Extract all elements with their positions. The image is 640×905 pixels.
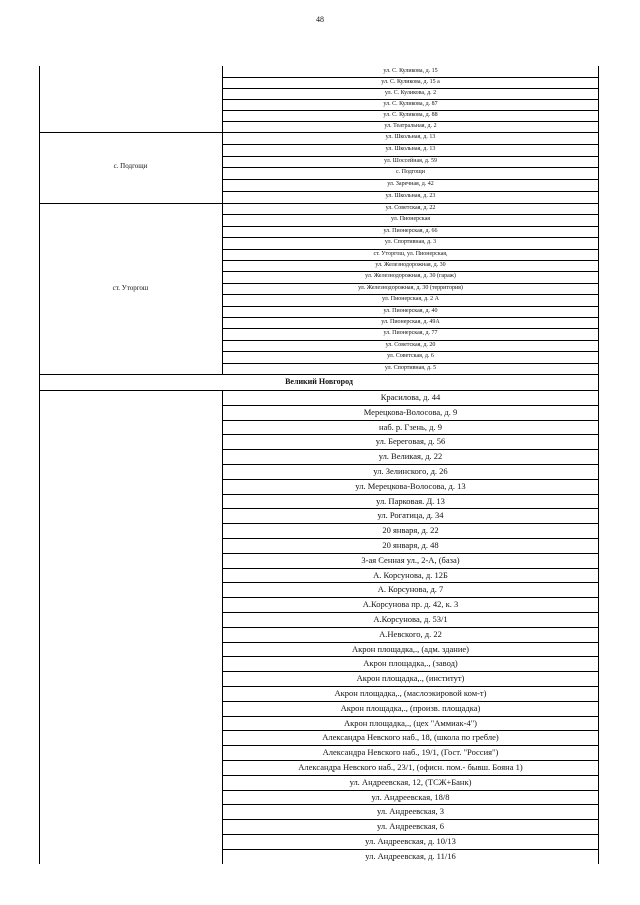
row-separator xyxy=(222,642,599,643)
address-cell: ул. Великая, д. 22 xyxy=(378,451,443,462)
address-cell: Александра Невского наб., 18, (школа по гребле) xyxy=(322,732,499,743)
row-separator xyxy=(222,701,599,702)
address-cell: ул. С. Куликова, д. 15 а xyxy=(381,79,440,85)
address-cell: ул. Андреевская, 12, (ТСЖ+Банк) xyxy=(349,776,472,787)
address-cell: 20 января, д. 22 xyxy=(382,525,439,536)
address-cell: ул. Андреевская, 18/8 xyxy=(371,791,450,802)
address-cell: ул. Пионерская, д. 49А xyxy=(381,319,440,325)
row-separator xyxy=(222,790,599,791)
row-separator xyxy=(222,553,599,554)
address-cell: 3-ая Сенная ул., 2-А, (база) xyxy=(361,554,460,565)
address-cell: ул. Пионерская, д. 40 xyxy=(383,307,438,314)
row-separator xyxy=(222,283,599,284)
row-separator xyxy=(222,306,599,307)
address-cell: ул. Шоссейная, д. 59 xyxy=(384,157,437,164)
row-separator xyxy=(222,191,599,192)
row-separator xyxy=(222,716,599,717)
row-separator xyxy=(222,260,599,261)
address-cell: ул. Андреевская, 6 xyxy=(376,821,445,832)
address-cell: наб. р. Гзень, д. 9 xyxy=(379,421,442,432)
row-separator xyxy=(222,494,599,495)
row-separator xyxy=(222,730,599,731)
address-cell: Акрон площадка,., (адм. здание) xyxy=(352,643,469,654)
address-cell: ул. Пионерская, д. 77 xyxy=(383,330,438,337)
row-separator xyxy=(222,317,599,318)
row-separator xyxy=(222,328,599,329)
row-separator xyxy=(222,686,599,687)
address-cell: Красилова, д. 44 xyxy=(380,392,441,402)
row-separator xyxy=(222,671,599,672)
address-cell: ул. Пионерская, д. 66 xyxy=(383,227,438,234)
row-separator xyxy=(222,294,599,295)
row-separator xyxy=(222,110,599,111)
table-left-border xyxy=(39,66,40,864)
address-cell: ул. Театральная, д. 2 xyxy=(384,123,437,129)
row-separator xyxy=(222,449,599,450)
address-cell: ул. Парковая. Д. 13 xyxy=(376,495,445,506)
row-separator xyxy=(222,271,599,272)
address-cell: Акрон площадка,., (институт) xyxy=(356,673,465,684)
address-cell: Александра Невского наб., 23/1, (офисн. пом.- бывш. Бояна 1) xyxy=(298,762,523,772)
row-separator xyxy=(222,849,599,850)
address-cell: ул. С. Куликова, д. 2 xyxy=(384,90,437,96)
address-cell: ул. Пионерская, д. 2 А xyxy=(382,296,439,303)
address-cell: А. Корсунова, д. 7 xyxy=(377,584,444,595)
row-separator xyxy=(222,434,599,435)
address-cell: ул. Береговая, д. 56 xyxy=(375,436,446,447)
address-cell: Акрон площадка,., (цех "Аммиак-4") xyxy=(343,717,477,728)
locality-name: ст. Уторгош xyxy=(112,284,149,292)
address-cell: Акрон площадка,., (маслоэкировой ком-т) xyxy=(334,688,487,698)
address-cell: ул. С. Куликова, д. 87 xyxy=(383,101,438,107)
address-cell: ул. Школьная, д. 13 xyxy=(385,134,436,140)
row-separator xyxy=(222,144,599,145)
row-separator xyxy=(222,363,599,364)
row-separator xyxy=(222,479,599,480)
row-separator xyxy=(222,834,599,835)
row-separator xyxy=(222,523,599,524)
row-separator xyxy=(222,760,599,761)
address-cell: Акрон площадка,., (произв. площадка) xyxy=(340,702,481,713)
address-cell: ул. С. Куликова, д. 88 xyxy=(383,112,438,118)
page-number: 48 xyxy=(316,15,324,24)
row-separator xyxy=(222,508,599,509)
row-separator xyxy=(222,656,599,657)
row-separator xyxy=(222,351,599,352)
row-separator xyxy=(222,627,599,628)
address-cell: А.Корсунова, д. 53/1 xyxy=(373,614,448,624)
address-cell: Александра Невского наб., 19/1, (Гост. "Россия") xyxy=(322,747,499,758)
address-cell: ул. Советская, д. 20 xyxy=(385,341,436,348)
address-cell: Мерецкова-Волосова, д. 9 xyxy=(363,406,458,417)
row-separator xyxy=(222,77,599,78)
address-cell: с. Подгощи xyxy=(395,169,426,176)
address-cell: ул. Андреевская, д. 10/13 xyxy=(365,836,456,846)
row-separator xyxy=(222,804,599,805)
address-cell: ул. Школьная, д. 23 xyxy=(385,193,436,199)
row-separator xyxy=(222,121,599,122)
address-cell: ул. Советская, д. 22 xyxy=(385,205,436,211)
row-separator xyxy=(222,582,599,583)
row-separator xyxy=(222,99,599,100)
row-separator xyxy=(222,405,599,406)
address-cell: ул. Мерецкова-Волосова, д. 13 xyxy=(355,480,466,491)
row-separator xyxy=(222,88,599,89)
address-cell: А.Невского, д. 22 xyxy=(379,628,442,639)
address-cell: ул. Железнодорожная, д. 30 (территория) xyxy=(358,284,463,291)
address-cell: ул. Школьная, д. 13 xyxy=(385,145,436,152)
row-separator xyxy=(222,745,599,746)
row-separator xyxy=(222,597,599,598)
row-separator xyxy=(222,568,599,569)
row-separator xyxy=(222,420,599,421)
row-separator xyxy=(222,249,599,250)
address-cell: ул. С. Куликова, д. 15 xyxy=(383,68,438,74)
address-cell: ул. Рогатица, д. 34 xyxy=(377,510,444,521)
address-cell: ст. Уторгош, ул. Пионерская, xyxy=(373,250,448,257)
address-cell: ул. Советская, д. 6 xyxy=(387,353,434,360)
row-separator xyxy=(222,167,599,168)
row-separator xyxy=(222,214,599,215)
address-cell: ул. Заречная, д. 42 xyxy=(387,181,434,188)
row-separator xyxy=(222,340,599,341)
row-separator xyxy=(222,156,599,157)
row-separator xyxy=(222,612,599,613)
address-cell: Акрон площадка,., (завод) xyxy=(363,658,458,669)
address-cell: ул. Спортивная, д. 5 xyxy=(384,364,437,371)
address-cell: А.Корсунова пр. д. 42, к. 3 xyxy=(362,599,459,610)
row-separator xyxy=(222,464,599,465)
row-separator xyxy=(222,775,599,776)
locality-name: с. Подгощи xyxy=(113,162,148,170)
address-cell: ул. Зелинского, д. 26 xyxy=(373,466,448,476)
row-separator xyxy=(222,226,599,227)
address-cell: 20 января, д. 48 xyxy=(382,540,439,550)
address-table xyxy=(39,66,599,864)
address-cell: ул. Спортивная, д. 3 xyxy=(384,239,437,246)
address-cell: ул. Андреевская, д. 11/16 xyxy=(365,850,456,861)
address-cell: ул. Пионерская xyxy=(390,216,431,223)
row-separator xyxy=(222,538,599,539)
address-cell: А. Корсунова, д. 12Б xyxy=(373,569,448,580)
row-separator xyxy=(222,179,599,180)
section-title: Великий Новгород xyxy=(285,377,353,386)
address-cell: ул. Железнодорожная, д. 30 (гараж) xyxy=(365,273,456,280)
row-separator xyxy=(222,237,599,238)
row-separator xyxy=(222,819,599,820)
address-cell: ул. Железнодорожная, д. 30 xyxy=(375,262,446,268)
address-cell: ул. Андреевская, 3 xyxy=(376,806,445,817)
